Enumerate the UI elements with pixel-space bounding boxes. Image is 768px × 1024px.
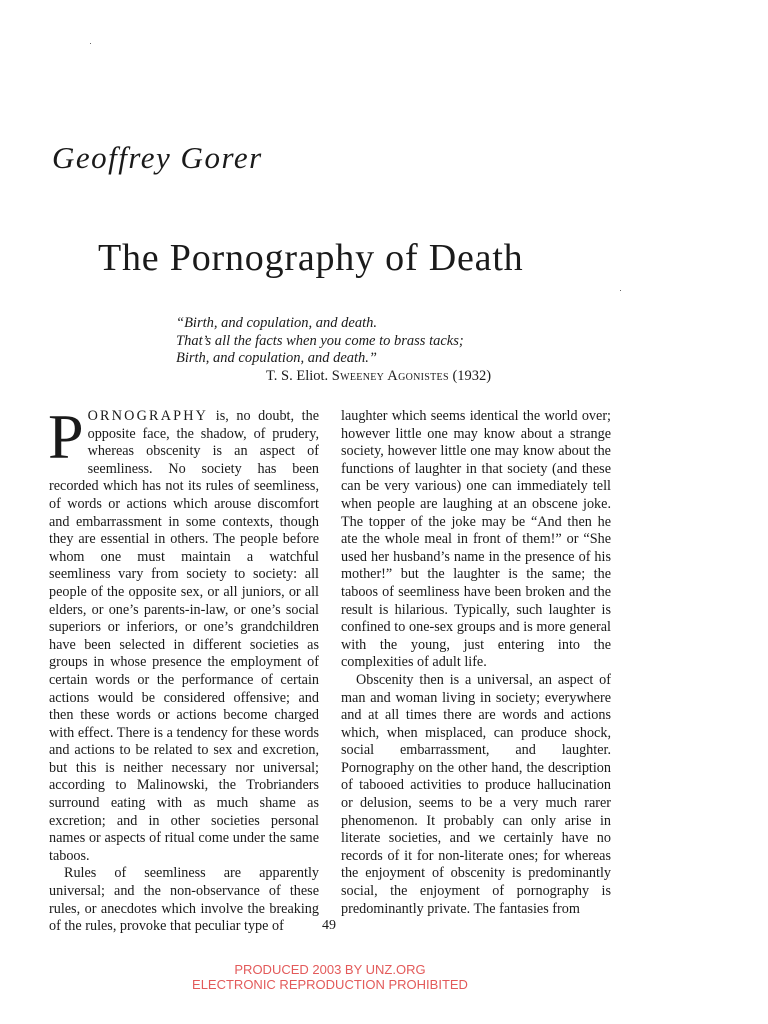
reproduction-notice xyxy=(0,962,660,992)
drop-cap: P xyxy=(48,401,84,472)
paragraph: Rules of seemliness are apparently universal; and the non-observance of these rules, or anecdotes which involve the breaking of the rules, provoke that peculiar type of xyxy=(49,865,319,935)
attribution-year: (1932) xyxy=(452,367,492,384)
epigraph-line: That’s all the facts when you come to brass tacks; xyxy=(176,332,464,349)
paragraph: Obscenity then is a universal, an aspect of man and woman living in society; everywhere and at all times there are words and actions which, when misplaced, can produce shock, social embarrassment, and laughter. Pornography on the other hand, the description of tabooed activities to produce hallucination or delusion, seems to be a very much rarer phenomenon. It probably can only arise in literate societies, and we certainly have no records of it for non-literate ones; for whereas the enjoyment of obscenity is predominantly social, the enjoyment of pornography is predominantly private. The fantasies from xyxy=(341,671,611,917)
author-name: Geoffrey Gorer xyxy=(52,140,263,175)
notice-line: ELECTRONIC REPRODUCTION PROHIBITED xyxy=(192,977,468,992)
article-title: The Pornography of Death xyxy=(98,237,524,279)
epigraph-attribution xyxy=(176,368,536,386)
epigraph xyxy=(176,315,536,385)
notice-line: PRODUCED 2003 BY UNZ.ORG xyxy=(234,962,426,977)
scan-speck xyxy=(90,43,91,44)
paragraph xyxy=(48,401,319,865)
scan-speck xyxy=(620,290,621,291)
epigraph-line: Birth, and copulation, and death.” xyxy=(176,350,377,366)
lead-word: ORNOGRAPHY xyxy=(87,408,209,424)
text-column-right xyxy=(341,408,611,918)
paragraph: laughter which seems identical the world over; however little one may know about a strange society, however little one may know about the functions of laughter in that society (and these can be very various) one can immediately tell when people are laughing at an obscene joke. The topper of the joke may be “And then he ate the whole meal in front of them!” or “She used her husband’s name in the presence of his mother!” but the laughter is the same; the taboos of seemliness have been broken and the result is hilarious. Typically, such laughter is confined to one-sex groups and is more general with the young, just entering into the complexities of adult life. xyxy=(341,408,611,671)
attribution-name: T. S. Eliot. xyxy=(266,367,329,384)
epigraph-line: “Birth, and copulation, and death. xyxy=(176,315,377,331)
text-column-left xyxy=(48,401,319,936)
page-number: 49 xyxy=(322,918,336,933)
paragraph-text: is, no doubt, the opposite face, the shadow, of prudery, whereas obscenity is an aspect of seemliness. No society has been recorded which has not its rules of seemliness, of words or actions which arouse discomfort and embarrassment in some contexts, though they are essential in others. The people before whom one must maintain a watchful seemliness vary from society to society: all people of the opposite sex, or all juniors, or all elders, or one’s parents-in-law, or one’s social superiors or inferiors, or one’s grandchildren have been selected in different societies as groups in whose presence the employment of certain words or the performance of certain actions would be considered offensive; and then these words or actions become charged with effect. There is a tendency for these words and actions to be related to sex and excretion, but this is neither necessary nor universal; according to Malinowski, the Trobrianders surround eating with as much shame as excretion; and in other societies personal names or aspects of ritual come under the same taboos. xyxy=(49,408,319,864)
attribution-work: Sweeney Agonistes xyxy=(331,367,449,384)
